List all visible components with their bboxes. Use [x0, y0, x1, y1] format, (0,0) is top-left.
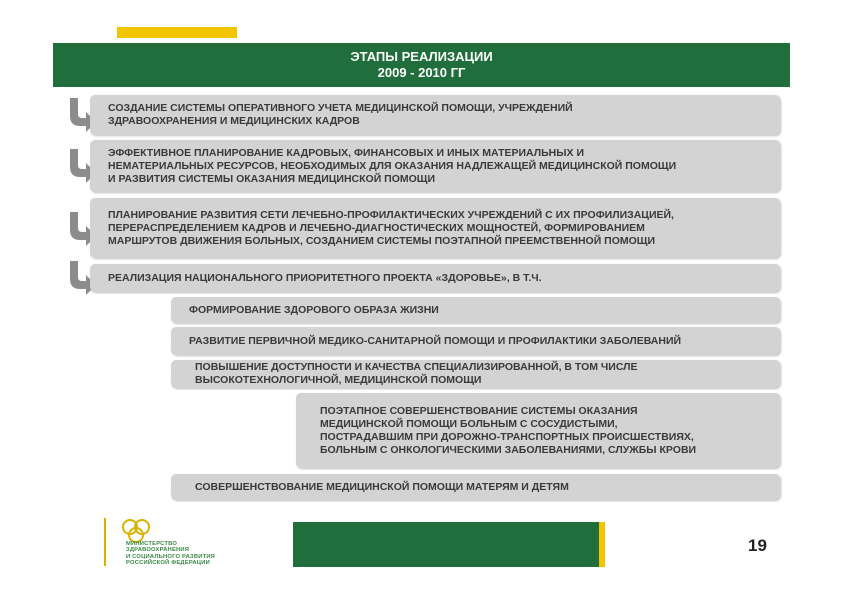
slide-header	[53, 43, 790, 87]
footer-green-bar	[293, 522, 599, 567]
slide-subtitle: 2009 - 2010 ГГ	[377, 65, 466, 80]
sub-item-box: ПОЭТАПНОЕ СОВЕРШЕНСТВОВАНИЕ СИСТЕМЫ ОКАЗАНИЯ МЕДИЦИНСКОЙ ПОМОЩИ БОЛЬНЫМ С СОСУДИСТЫМИ, ПОСТРАДАВШИМ ПРИ ДОРОЖНО-ТРАНСПОРТНЫХ ПРОИСШЕСТВИЯХ, БОЛЬНЫМ С ОНКОЛОГИЧЕСКИМИ ЗАБОЛЕВАНИЯМИ, СЛУЖБЫ КРОВИ	[296, 393, 780, 468]
header-accent-tab	[117, 27, 237, 38]
stage-box: ЭФФЕКТИВНОЕ ПЛАНИРОВАНИЕ КАДРОВЫХ, ФИНАНСОВЫХ И ИНЫХ МАТЕРИАЛЬНЫХ И НЕМАТЕРИАЛЬНЫХ РЕСУРСОВ, НЕОБХОДИМЫХ ДЛЯ ОКАЗАНИЯ НАДЛЕЖАЩЕЙ МЕДИЦИНСКОЙ ПОМОЩИ И РАЗВИТИЯ СИСТЕМЫ ОКАЗАНИЯ МЕДИЦИНСКОЙ ПОМОЩИ	[90, 140, 780, 192]
page-number: 19	[748, 536, 767, 555]
stage-box: СОЗДАНИЕ СИСТЕМЫ ОПЕРАТИВНОГО УЧЕТА МЕДИЦИНСКОЙ ПОМОЩИ, УЧРЕЖДЕНИЙ ЗДРАВООХРАНЕНИЯ И МЕДИЦИНСКИХ КАДРОВ	[90, 95, 780, 135]
stage-box: РЕАЛИЗАЦИЯ НАЦИОНАЛЬНОГО ПРИОРИТЕТНОГО ПРОЕКТА «ЗДОРОВЬЕ», В Т.Ч.	[90, 264, 780, 292]
sub-item-box: РАЗВИТИЕ ПЕРВИЧНОЙ МЕДИКО-САНИТАРНОЙ ПОМОЩИ И ПРОФИЛАКТИКИ ЗАБОЛЕВАНИЙ	[171, 327, 780, 355]
sub-item-box: ФОРМИРОВАНИЕ ЗДОРОВОГО ОБРАЗА ЖИЗНИ	[171, 297, 780, 323]
ministry-logo	[104, 516, 254, 568]
slide-title: ЭТАПЫ РЕАЛИЗАЦИИ	[350, 49, 493, 64]
sub-item-box: СОВЕРШЕНСТВОВАНИЕ МЕДИЦИНСКОЙ ПОМОЩИ МАТЕРЯМ И ДЕТЯМ	[171, 474, 780, 500]
sub-item-box: ПОВЫШЕНИЕ ДОСТУПНОСТИ И КАЧЕСТВА СПЕЦИАЛИЗИРОВАННОЙ, В ТОМ ЧИСЛЕ ВЫСОКОТЕХНОЛОГИЧНОЙ, МЕДИЦИНСКОЙ ПОМОЩИ	[171, 360, 780, 388]
logo-divider	[104, 518, 106, 566]
stage-box: ПЛАНИРОВАНИЕ РАЗВИТИЯ СЕТИ ЛЕЧЕБНО-ПРОФИЛАКТИЧЕСКИХ УЧРЕЖДЕНИЙ С ИХ ПРОФИЛИЗАЦИЕЙ, ПЕРЕРАСПРЕДЕЛЕНИЕМ КАДРОВ И ЛЕЧЕБНО-ДИАГНОСТИЧЕСКИХ МОЩНОСТЕЙ, ФОРМИРОВАНИЕМ МАРШРУТОВ ДВИЖЕНИЯ БОЛЬНЫХ, СОЗДАНИЕМ СИСТЕМЫ ПОЭТАПНОЙ ПРЕЕМСТВЕННОЙ ПОМОЩИ	[90, 198, 780, 258]
ministry-name: МИНИСТЕРСТВО ЗДРАВООХРАНЕНИЯ И СОЦИАЛЬНОГО РАЗВИТИЯ РОССИЙСКОЙ ФЕДЕРАЦИИ	[126, 541, 216, 567]
footer-yellow-accent	[599, 522, 605, 567]
